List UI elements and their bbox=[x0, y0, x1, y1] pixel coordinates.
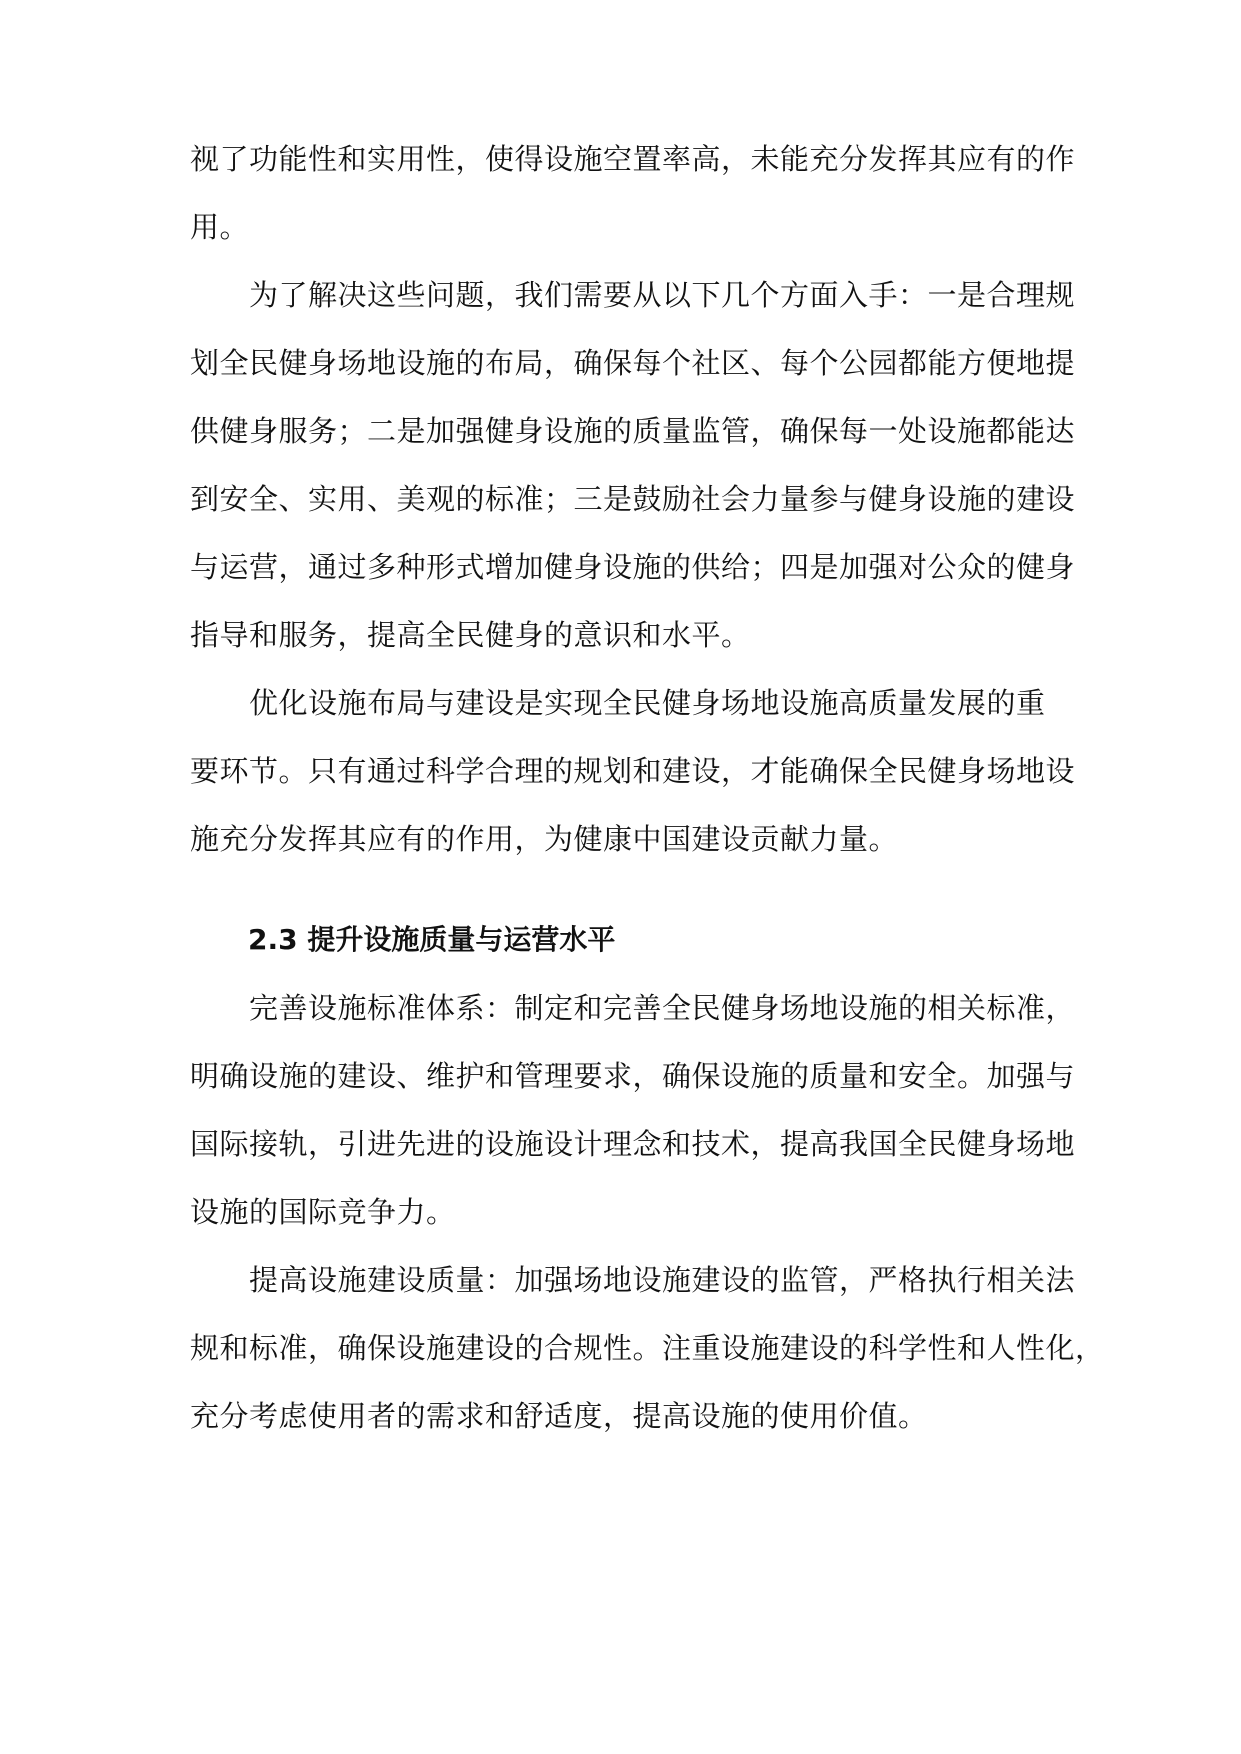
text-line: 优化设施布局与建设是实现全民健身场地设施高质量发展的重 bbox=[190, 686, 1046, 720]
text-line: 施充分发挥其应有的作用，为健康中国建设贡献力量。 bbox=[190, 822, 899, 856]
document-page bbox=[190, 140, 1105, 1435]
text-line: 规和标准，确保设施建设的合规性。注重设施建设的科学性和人性化， bbox=[190, 1331, 1105, 1365]
paragraph bbox=[190, 989, 1076, 1231]
text-line: 明确设施的建设、维护和管理要求，确保设施的质量和安全。加强与 bbox=[190, 1059, 1076, 1093]
paragraph bbox=[190, 140, 1076, 246]
text-line: 要环节。只有通过科学合理的规划和建设，才能确保全民健身场地设 bbox=[190, 754, 1076, 788]
text-line: 提高设施建设质量：加强场地设施建设的监管，严格执行相关法 bbox=[190, 1263, 1076, 1297]
paragraph bbox=[190, 276, 1076, 654]
text-line: 为了解决这些问题，我们需要从以下几个方面入手：一是合理规 bbox=[190, 278, 1076, 312]
text-line: 设施的国际竞争力。 bbox=[190, 1195, 456, 1229]
text-line: 与运营，通过多种形式增加健身设施的供给；四是加强对公众的健身 bbox=[190, 550, 1076, 584]
text-line: 划全民健身场地设施的布局，确保每个社区、每个公园都能方便地提 bbox=[190, 346, 1076, 380]
text-line: 用。 bbox=[190, 210, 250, 244]
text-line: 指导和服务，提高全民健身的意识和水平。 bbox=[190, 618, 751, 652]
text-line: 完善设施标准体系：制定和完善全民健身场地设施的相关标准， bbox=[190, 991, 1076, 1025]
text-line: 国际接轨，引进先进的设施设计理念和技术，提高我国全民健身场地 bbox=[190, 1127, 1076, 1161]
text-line: 供健身服务；二是加强健身设施的质量监管，确保每一处设施都能达 bbox=[190, 414, 1076, 448]
paragraph bbox=[190, 684, 1076, 858]
paragraph bbox=[190, 1261, 1105, 1435]
text-line: 到安全、实用、美观的标准；三是鼓励社会力量参与健身设施的建设 bbox=[190, 482, 1076, 516]
text-line: 视了功能性和实用性，使得设施空置率高，未能充分发挥其应有的作 bbox=[190, 142, 1076, 176]
text-line: 充分考虑使用者的需求和舒适度，提高设施的使用价值。 bbox=[190, 1399, 928, 1433]
section-heading: 2.3 提升设施质量与运营水平 bbox=[248, 923, 616, 956]
